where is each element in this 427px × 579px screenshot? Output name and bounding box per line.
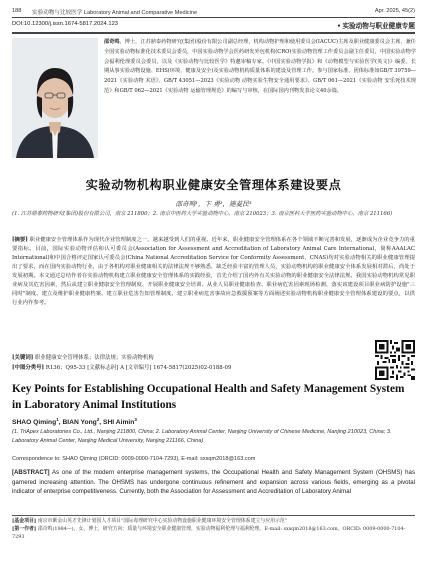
fund-text: 南京市紫金山英才先锋计划国人才项目“国际毒理研究中心实验动物设施职业健康环境安全管理体系建立与应用示范” <box>37 518 288 524</box>
author-1: SHAO Qiming <box>12 419 57 427</box>
footnotes <box>12 517 415 542</box>
correspondence-line: Correspondence to: SHAO Qiming (ORCID: 0009-0000-7104-7293), E-mail: sxsqm2018@163.com <box>12 456 256 462</box>
column-rule <box>12 32 415 34</box>
bio-name: 邵奇鸣 <box>104 39 120 45</box>
header-rule <box>12 17 415 18</box>
column-heading <box>337 20 415 30</box>
author-3: SHI Aimin <box>103 419 135 427</box>
author-3-sup: 3 <box>134 417 137 422</box>
abstract-label-english: [ABSTRACT] <box>12 469 50 476</box>
affiliations-english: (1. TriApex Laboratories Co., Ltd., Nanjing 211800, China; 2. Laboratory Animal Center, Nanjing University of Chinese Medicine, Nanjing 210023, China; 3. Laboratory Animal Center, Nanjing Medical University, Nanjing 211166, China) <box>12 429 392 444</box>
author-2: BIAN Yong <box>62 419 97 427</box>
authors-english: SHAO Qiming$^1$, BIAN Yong$^2$, SHI Aimin$^3$ <box>12 417 137 427</box>
authors-chinese: 邵奇鸣¹，卞 勇²，施菱民³ <box>175 200 252 208</box>
classification-line <box>12 363 372 371</box>
first-author-label: [第一作者] <box>12 526 37 533</box>
abstract-text-english: As one of the modern enterprise management systems, the Occupational Health and Safety Management System (OHSMS) has garnered increasing attention. The OHSMS has undergone continuous refinement and expansion across various fields, emerging as a pivotal indicator of enterprise competitiveness. Currently, both the Association for Assessment and Accreditation of Laboratory Animal <box>12 469 415 496</box>
qr-code-icon[interactable] <box>375 340 415 380</box>
author-1-sup: 1 <box>56 417 59 422</box>
fund-label: [基金项目] <box>12 518 37 524</box>
article-title-chinese: 实验动物机构职业健康安全管理体系建设要点 <box>85 178 342 192</box>
affiliations-chinese: (1. 江苏鼎泰药物研究(集团)股份有限公司，南京 211800；2. 南京中医药大学实验动物中心，南京 210023；3. 南京医科大学医药实验动物中心，南京 211166) <box>12 211 393 217</box>
page-number: 188 <box>12 8 22 14</box>
bullet-icon: ● <box>337 23 341 29</box>
classification-label: [中图分类号] <box>12 365 45 371</box>
doi-link[interactable]: DOI:10.12300/j.issn.1674-5817.2024.123 <box>12 21 119 27</box>
abstract-text-chinese: 职业健康安全管理体系作为现代企业管理制度之一，越来越受到人们的重视。近年来，职业健康安全管理体系在各个领域不断完善和发展，逐渐成为企业竞争力的重要指标。目前，国际实验动物评估和认可委员会(Association for Assessment and Accreditation of Laboratory Animal Care International，简称AAALAC International)和中国合格评定国家认可委员会(China National Accreditation Service for Conformity Assessment，CNAS)均对实验动物相关的职业健康管理提出了要求，而在国内实验动物行业，由于各机构对职业健康相关的法律法规不够熟悉，缺乏经验丰富的管理人员，实验动物机构的职业健康安全体系发展相对滞后，尚处于发展初期。本文通过总结作者在实验动物机构建立职业健康安全管理体系的实践经验，首先介绍了国内外有关实验动物的职业健康安全法律法规、我国实验动物机构常见职业病及其危害因素，然后从建立职业健康安全管理制度、开展职业健康安全培训、从业人员职业健康检查、职业病危害因素现场检测、落实该建设项目职业病防护设施"三同时"制度、建立及维护职业健康档案、建立职业危害告知管理制度、建立职业病危害事故应急救援预案等方面阐述实验动物机构职业健康安全管理体系建设的要点，以供行业内作参考。 <box>12 237 415 306</box>
footnote-rule <box>12 515 415 516</box>
issue-info: Apr. 2025, 45(2) <box>374 8 415 14</box>
fund-note <box>12 517 415 525</box>
classification-text: R136；Q95-33 [文献标志码] A [文章编号] 1674-5817(2025)02-0188-09 <box>45 365 232 371</box>
abstract-label-chinese: [摘要] <box>12 237 28 243</box>
abstract-english <box>12 468 415 497</box>
author-2-sup: 2 <box>96 417 100 422</box>
article-title-english: Key Points for Establishing Occupational Health and Safety Management System in Laboratory Animal Institutions <box>12 383 405 411</box>
keywords-text: 职业健康安全管理体系；法律法规；实验动物机构 <box>35 355 154 361</box>
column-title: 实验动物与职业健康专题 <box>342 23 415 30</box>
first-author-text: 邵奇鸣(1984—)，女，博士，研究方向：质量与环境安全职业健康管理，实验动物福利伦理与福利伦理。E-mail: sxsqm2018@163.com。ORCID: 0009-0000-7104-7293 <box>12 526 406 541</box>
author-biography <box>104 38 416 97</box>
abstract-chinese <box>12 236 415 308</box>
keywords-label: [关键词] <box>12 355 34 361</box>
journal-title: 实验动物与比较医学 Laboratory Animal and Comparative Medicine <box>32 10 198 16</box>
first-author-note <box>12 525 415 541</box>
keywords-chinese <box>12 354 372 363</box>
portrait-photo-icon <box>12 38 98 158</box>
bio-text: ，博士，江苏鼎泰药物研究(集团)股份有限公司副总经理，机构动物护理和使用委员会(IACUC)主席及职业健康委员会主席，兼任全国实验动物标准化技术委员会委员，中国实验动物学会医药研发外包机构(CRO)实验动物管理工作委员会副主任委员，中国实验动物学会福利伦理委员会委员，以及《实验动物与比较医学》特邀审稿专家。《中国实验动物学报》和《动物模型与实验医学(英文)》编委。长期从事实验动物设施、EHS(环境、健康及安全)及实验动物机构质量体系的建设及管理工作。参与国家标准、团体标准如GB/T 39759—2021《实验动物 术语》、GB/T 43051—2023《实验动物 动物实验生物安全通用要求》、GB/T 061—2021《实验动物 安乐死技术规范》和GB/T 062—2021《实验动物 运输管理规范》的编写与审核，在国际国内刊物发表论文40余篇。 <box>104 39 416 94</box>
